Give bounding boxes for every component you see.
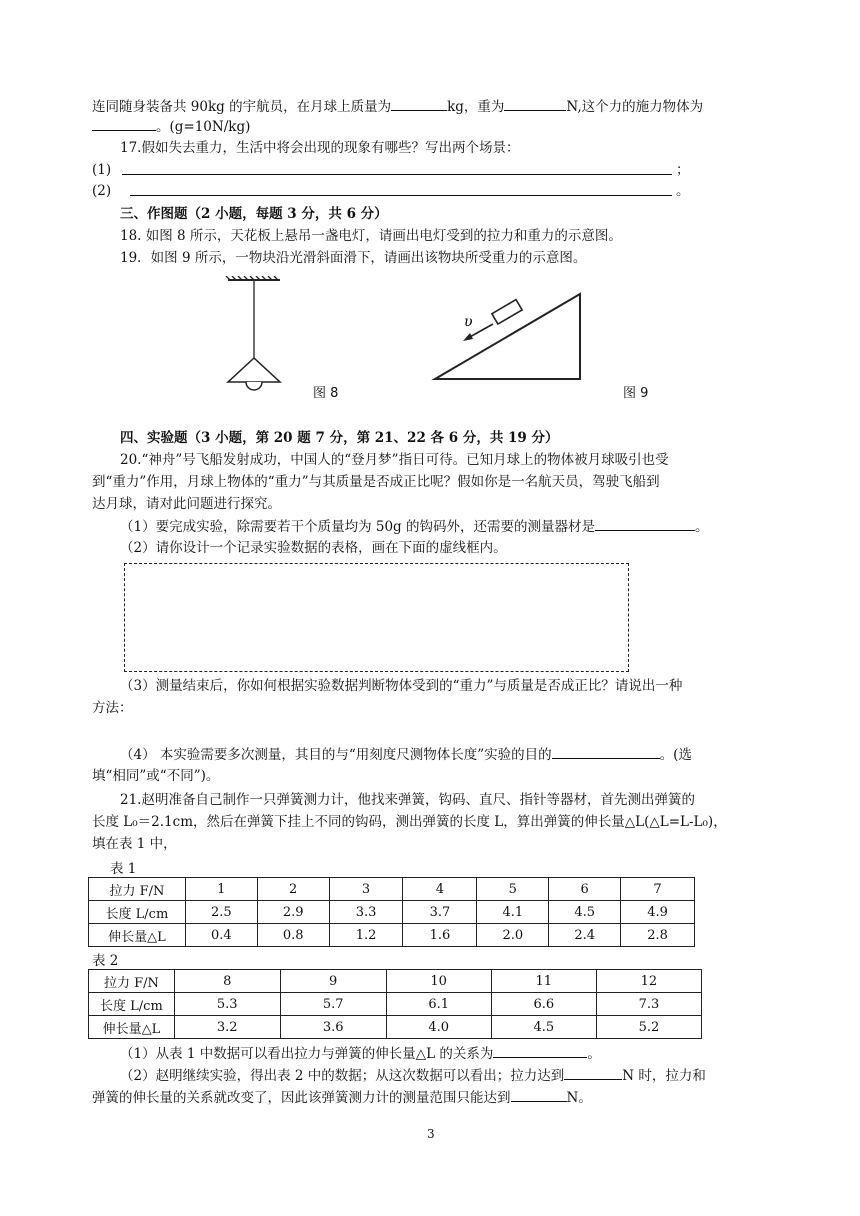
q21-part-2-line-1 — [120, 1065, 706, 1086]
table-cell: 1.6 — [403, 924, 477, 947]
table-header-cell: 拉力 F/N — [89, 970, 175, 993]
table-cell: 4.5 — [491, 1016, 596, 1039]
q21-part-1 — [120, 1043, 601, 1064]
table-cell: 12 — [596, 970, 701, 993]
q21-line-2: 长度 L₀＝2.1cm，然后在弹簧下挂上不同的钩码，测出弹簧的长度 L，算出弹簧的伸长量△L(△L=L-L₀)， — [92, 814, 727, 830]
table-cell: 3.6 — [280, 1016, 386, 1039]
table-cell: 8 — [174, 970, 280, 993]
q20-part-4-line-1 — [120, 744, 692, 765]
section-4-heading: 四、实验题（3 小题，第 20 题 7 分，第 21、22 各 6 分，共 19 分） — [120, 430, 559, 446]
q20-part-1-end: 。 — [695, 519, 709, 535]
table-cell: 2.5 — [185, 901, 257, 924]
table-row — [89, 993, 702, 1016]
table-cell: 3 — [329, 878, 403, 901]
q18-text: 18. 如图 8 所示，天花板上悬吊一盏电灯，请画出电灯受到的拉力和重力的示意图。 — [120, 228, 622, 244]
q17-stem: 17.假如失去重力，生活中将会出现的现象有哪些？写出两个场景： — [120, 140, 520, 156]
q21-line-3: 填在表 1 中， — [92, 836, 177, 852]
answer-blank[interactable] — [391, 96, 447, 111]
q21-part-2-text-c: 弹簧的伸长量的关系就改变了，因此该弹簧测力计的测量范围只能达到 — [92, 1090, 511, 1106]
answer-blank[interactable] — [92, 116, 156, 131]
q20-line-3: 达月球，请对此问题进行探究。 — [92, 496, 281, 512]
velocity-symbol: υ — [464, 314, 473, 330]
table-cell: 4.9 — [621, 901, 695, 924]
table-2 — [88, 969, 702, 1039]
answer-blank[interactable] — [504, 96, 566, 111]
q21-part-2-text-d: N。 — [566, 1090, 592, 1106]
q21-part-1-end: 。 — [587, 1046, 601, 1062]
table-2-caption: 表 2 — [92, 953, 119, 969]
answer-blank[interactable] — [493, 1043, 587, 1058]
q16-text-b: kg，重为 — [447, 99, 505, 115]
q21-part-1-text: （1）从表 1 中数据可以看出拉力与弹簧的伸长量△L 的关系为 — [120, 1046, 494, 1062]
table-cell: 3.7 — [403, 901, 477, 924]
table-cell: 3.3 — [329, 901, 403, 924]
q20-part-2: （2）请你设计一个记录实验数据的表格，画在下面的虚线框内。 — [120, 540, 507, 556]
table-cell: 1 — [185, 878, 257, 901]
figure-8-lamp — [220, 276, 290, 398]
q21-part-2-text-b: N 时，拉力和 — [622, 1068, 706, 1084]
table-cell: 3.2 — [174, 1016, 280, 1039]
q17-item2-label: (2) — [92, 183, 112, 199]
table-cell: 6 — [549, 878, 621, 901]
table-cell: 2.0 — [477, 924, 549, 947]
table-1 — [88, 877, 695, 947]
table-header-cell: 长度 L/cm — [89, 993, 175, 1016]
table-cell: 4.1 — [477, 901, 549, 924]
q17-item1-label: (1) — [92, 162, 112, 178]
table-cell: 4.5 — [549, 901, 621, 924]
figure-9-incline — [408, 282, 598, 388]
q20-part-4-line-2: 填“相同”或“不同”)。 — [92, 768, 220, 784]
q21-part-2-line-2 — [92, 1087, 592, 1108]
answer-blank[interactable] — [511, 1087, 567, 1102]
answer-blank[interactable] — [564, 1065, 622, 1080]
section-3-heading: 三、作图题（2 小题，每题 3 分，共 6 分） — [120, 206, 388, 222]
q20-line-1: 20.“神舟”号飞船发射成功，中国人的“登月梦”指日可待。已知月球上的物体被月球吸引也受 — [120, 452, 669, 468]
q21-line-1: 21.赵明准备自己制作一只弹簧测力计，他找来弹簧，钩码、直尺、指针等器材，首先测出弹簧的 — [120, 792, 695, 808]
table-header-cell: 长度 L/cm — [89, 901, 186, 924]
q19-text: 19．如图 9 所示，一物块沿光滑斜面滑下，请画出该物块所受重力的示意图。 — [120, 250, 587, 266]
q17-item1-end: ； — [676, 162, 690, 178]
table-cell: 6.1 — [386, 993, 491, 1016]
page-number: 3 — [427, 1127, 435, 1141]
q17-answer-line-2[interactable] — [130, 195, 672, 196]
table-row — [89, 878, 695, 901]
table-row — [89, 901, 695, 924]
table-cell: 2.8 — [621, 924, 695, 947]
figure-8-label: 图 8 — [313, 386, 339, 401]
q20-part-4-text: （4） 本实验需要多次测量，其目的与“用刻度尺测物体长度”实验的目的 — [120, 747, 552, 763]
table-cell: 10 — [386, 970, 491, 993]
table-cell: 7.3 — [596, 993, 701, 1016]
q17-item2-end: 。 — [676, 183, 690, 199]
table-cell: 6.6 — [491, 993, 596, 1016]
table-cell: 1.2 — [329, 924, 403, 947]
q21-part-2-text-a: （2）赵明继续实验，得出表 2 中的数据；从这次数据可以看出；拉力达到 — [120, 1068, 565, 1084]
q20-part-4-end: 。(选 — [659, 747, 692, 763]
q20-part-1 — [120, 516, 709, 537]
table-cell: 0.8 — [257, 924, 329, 947]
table-cell: 2.4 — [549, 924, 621, 947]
table-row — [89, 924, 695, 947]
table-cell: 5.3 — [174, 993, 280, 1016]
answer-blank[interactable] — [552, 744, 660, 759]
table-cell: 5 — [477, 878, 549, 901]
q20-line-2: 到“重力”作用，月球上物体的“重力”与其质量是否成正比呢？假如你是一名航天员，驾驶飞船到 — [92, 474, 660, 490]
q16-text-c: N,这个力的施力物体为 — [566, 99, 704, 115]
table-cell: 5.2 — [596, 1016, 701, 1039]
q16-text-d: 。(g=10N/kg) — [156, 119, 251, 135]
table-header-cell: 伸长量△L — [89, 924, 186, 947]
table-cell: 11 — [491, 970, 596, 993]
table-header-cell: 伸长量△L — [89, 1016, 175, 1039]
table-cell: 0.4 — [185, 924, 257, 947]
table-cell: 7 — [621, 878, 695, 901]
table-cell: 2 — [257, 878, 329, 901]
q20-part-3-line-1: （3）测量结束后，你如何根据实验数据判断物体受到的“重力”与质量是否成正比？请说出一种 — [120, 678, 683, 694]
table-1-caption: 表 1 — [110, 861, 137, 877]
q17-answer-line-1[interactable] — [122, 174, 672, 175]
table-header-cell: 拉力 F/N — [89, 878, 186, 901]
table-cell: 5.7 — [280, 993, 386, 1016]
figure-9-label: 图 9 — [623, 386, 649, 401]
table-row — [89, 970, 702, 993]
table-cell: 9 — [280, 970, 386, 993]
q20-part-1-text: （1）要完成实验，除需要若干个质量均为 50g 的钩码外，还需要的测量器材是 — [120, 519, 595, 535]
table-cell: 4 — [403, 878, 477, 901]
q20-part-3-line-2: 方法： — [92, 700, 133, 716]
q16-line-1 — [92, 96, 703, 117]
table-row — [89, 1016, 702, 1039]
table-cell: 4.0 — [386, 1016, 491, 1039]
q16-line-2 — [92, 116, 250, 137]
answer-blank[interactable] — [595, 516, 695, 531]
table-cell: 2.9 — [257, 901, 329, 924]
q16-text-a: 连同随身装备共 90kg 的宇航员，在月球上质量为 — [92, 99, 392, 115]
answer-dashed-box[interactable] — [124, 563, 629, 672]
